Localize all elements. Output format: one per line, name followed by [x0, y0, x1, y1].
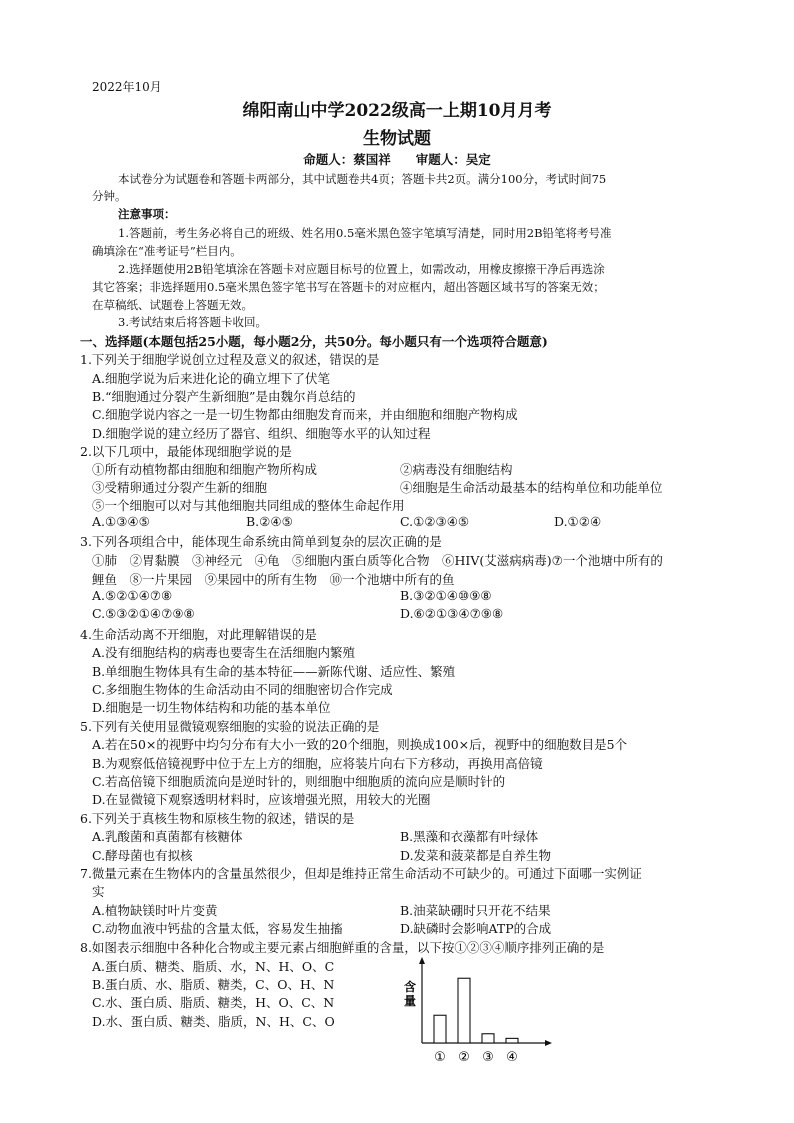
- option-b: B.为观察低倍镜视野中位于左上方的细胞，应将装片向右下方移动，再换用高倍镜: [92, 756, 543, 771]
- section-heading: 一、选择题(本题包括25小题，每小题2分，共50分。每小题只有一个选项符合题意): [80, 334, 548, 349]
- x-tick-label: ①: [434, 1050, 446, 1065]
- option-b: B.③②①④⑩⑨⑧: [400, 588, 492, 603]
- option-d: D.在显微镜下观察透明材料时，应该增强光照，用较大的光圈: [92, 792, 431, 807]
- option-b: B.②④⑤: [246, 514, 293, 529]
- bar-3: [482, 1034, 494, 1043]
- notice-line: 1.答题前，考生务必将自己的班级、姓名用0.5毫米黑色签字笔填写清楚，同时用2B铅笔将考号准: [118, 226, 612, 240]
- y-axis-arrow: [419, 957, 425, 964]
- option-c: C.细胞学说内容之一是一切生物都由细胞发育而来，并由细胞和细胞产物构成: [92, 407, 518, 422]
- bar-1: [434, 1015, 446, 1043]
- option-b: B.“细胞通过分裂产生新细胞”是由魏尔肖总结的: [92, 389, 356, 404]
- option-c: C.酵母菌也有拟核: [92, 848, 193, 863]
- option-a: A.⑤②①④⑦⑧: [92, 588, 173, 603]
- option-c: C.多细胞生物体的生命活动由不同的细胞密切合作完成: [92, 682, 393, 697]
- option-a: A.植物缺镁时叶片变黄: [92, 903, 218, 918]
- question-stem: 5.下列有关使用显微镜观察细胞的实验的说法正确的是: [80, 719, 380, 734]
- option-d: D.发菜和菠菜都是自养生物: [400, 848, 552, 863]
- option-c: C.⑤③②①④⑦⑨⑧: [92, 606, 195, 621]
- x-tick-label: ③: [482, 1050, 494, 1065]
- option-b: B.蛋白质、水、脂质、糖类，C、O、H、N: [92, 977, 335, 992]
- exam-date: 2022年10月: [92, 80, 162, 94]
- x-axis-arrow: [545, 1040, 552, 1046]
- intro-line: 分钟。: [92, 189, 127, 203]
- notice-line: 3.考试结束后将答题卡收回。: [118, 315, 267, 329]
- statement: ②病毒没有细胞结构: [400, 462, 513, 477]
- option-a: A.若在50×的视野中均匀分布有大小一致的20个细胞，则换成100×后，视野中的细胞数目是5个: [92, 737, 628, 752]
- question-stem: 8.如图表示细胞中各种化合物或主要元素占细胞鲜重的含量，以下按①②③④顺序排列正确的是: [80, 940, 605, 955]
- x-tick-label: ②: [458, 1050, 470, 1065]
- option-a: A.细胞学说为后来进化论的确立埋下了伏笔: [92, 371, 331, 386]
- bars: [434, 978, 518, 1065]
- y-axis-label: [404, 979, 416, 1008]
- question-stem: 6.下列关于真核生物和原核生物的叙述，错误的是: [80, 811, 355, 826]
- question-stem: 7.微量元素在生物体内的含量虽然很少，但却是维持正常生命活动不可缺少的。可通过下面哪一实例证: [80, 866, 642, 881]
- y-label-char: 含: [403, 980, 417, 994]
- option-b: B.油菜缺硼时只开花不结果: [400, 903, 551, 918]
- option-a: A.蛋白质、糖类、脂质、水，N、H、O、C: [92, 959, 335, 974]
- option-d: D.水、蛋白质、糖类、脂质，N、H、C、O: [92, 1014, 335, 1029]
- option-d: D.①②④: [554, 514, 602, 529]
- statement: ③受精卵通过分裂产生新的细胞: [92, 480, 268, 495]
- option-d: D.⑥②①③④⑦⑨⑧: [400, 606, 504, 621]
- question-stem: 2.以下几项中，最能体现细胞学说的是: [80, 444, 292, 459]
- option-d: D.细胞学说的建立经历了器官、组织、细胞等水平的认知过程: [92, 426, 431, 441]
- bar-2: [458, 978, 470, 1043]
- notice-title: 注意事项：: [118, 207, 176, 221]
- notice-line: 在草稿纸、试题卷上答题无效。: [92, 298, 253, 312]
- question-stem: 4.生命活动离不开细胞，对此理解错误的是: [80, 627, 317, 642]
- option-a: A.没有细胞结构的病毒也要寄生在活细胞内繁殖: [92, 645, 356, 660]
- option-c: C.若高倍镜下细胞质流向是逆时针的，则细胞中细胞质的流向应是顺时针的: [92, 774, 506, 789]
- statement: ①所有动植物都由细胞和细胞产物所构成: [92, 462, 318, 477]
- option-a: A.乳酸菌和真菌都有核糖体: [92, 829, 243, 844]
- bar-4: [506, 1038, 518, 1043]
- option-b: B.单细胞生物体具有生命的基本特征——新陈代谢、适应性、繁殖: [92, 664, 456, 679]
- statement: ①肺 ②胃黏膜 ③神经元 ④龟 ⑤细胞内蛋白质等化合物 ⑥HIV(艾滋病病毒)⑦一个池塘中所有的: [92, 553, 663, 568]
- option-c: C.水、蛋白质、脂质、糖类，H、O、C、N: [92, 995, 335, 1010]
- question-stem-cont: 实: [92, 884, 105, 899]
- statement: 鲤鱼 ⑧一片果园 ⑨果园中的所有生物 ⑩一个池塘中所有的鱼: [92, 572, 455, 587]
- intro-line: 本试卷分为试题卷和答题卡两部分，其中试题卷共4页；答题卡共2页。满分100分，考试时间75: [118, 172, 607, 186]
- statement: ④细胞是生命活动最基本的结构单位和功能单位: [400, 480, 663, 495]
- question-stem: 3.下列各项组合中，能体现生命系统由简单到复杂的层次正确的是: [80, 534, 442, 549]
- exam-title: 绵阳南山中学2022级高一上期10月月考: [242, 101, 552, 121]
- q8-bar-chart: [400, 955, 560, 1065]
- notice-line: 2.选择题使用2B铅笔填涂在答题卡对应题目标号的位置上，如需改动，用橡皮擦擦干净后再选涂: [118, 262, 605, 276]
- option-c: C.①②③④⑤: [400, 514, 470, 529]
- statement: ⑤一个细胞可以对与其他细胞共同组成的整体生命起作用: [92, 498, 405, 513]
- notice-line: 其它答案；非选择题用0.5毫米黑色签字笔书写在答题卡的对应框内，超出答题区域书写的答案无效；: [92, 280, 605, 294]
- y-label-char: 量: [403, 994, 417, 1008]
- option-d: D.缺磷时会影响ATP的合成: [400, 921, 552, 936]
- option-c: C.动物血液中钙盐的含量太低，容易发生抽搐: [92, 921, 343, 936]
- option-a: A.①③④⑤: [92, 514, 150, 529]
- question-stem: 1.下列关于细胞学说创立过程及意义的叙述，错误的是: [80, 352, 380, 367]
- exam-subtitle: 生物试题: [363, 129, 431, 149]
- x-tick-label: ④: [506, 1050, 518, 1065]
- option-d: D.细胞是一切生物体结构和功能的基本单位: [92, 700, 331, 715]
- exam-authors: 命题人：蔡国祥 审题人：吴定: [303, 152, 491, 167]
- option-b: B.黑藻和衣藻都有叶绿体: [400, 829, 539, 844]
- notice-line: 确填涂在“准考证号”栏目内。: [92, 244, 242, 258]
